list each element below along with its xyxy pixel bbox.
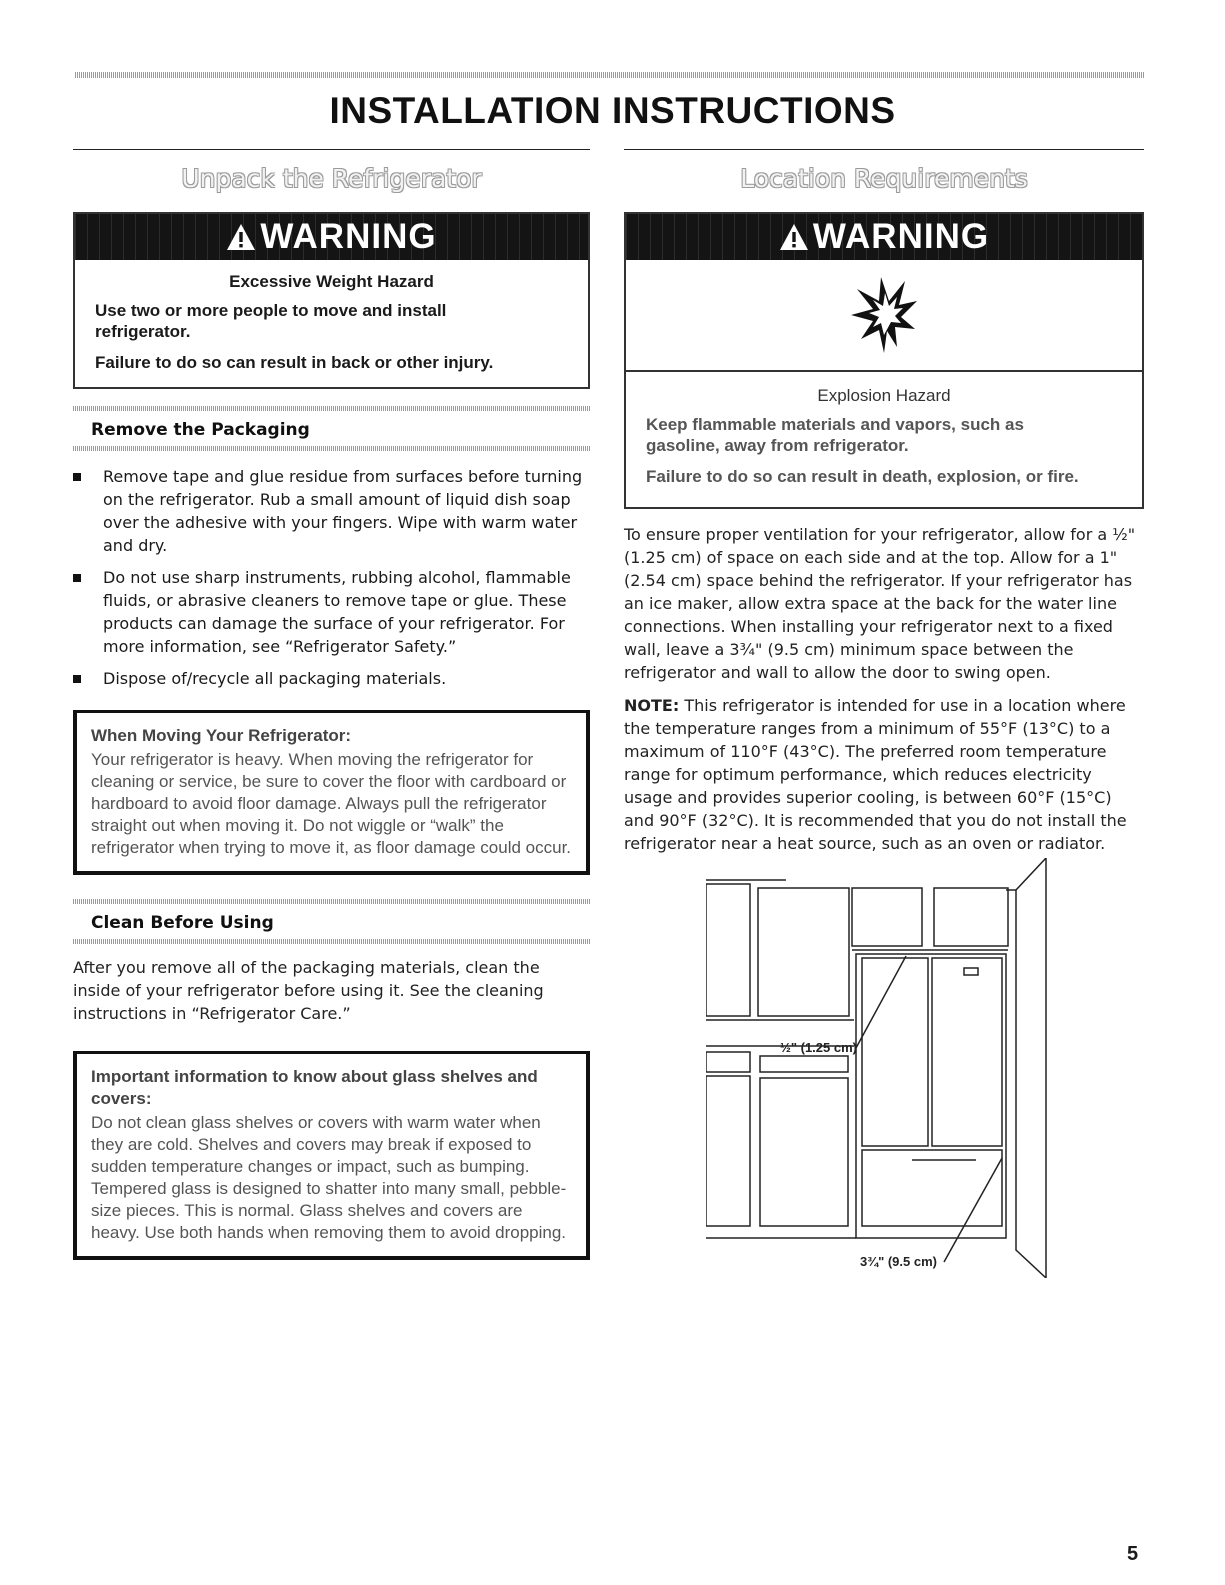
note-paragraph — [624, 694, 1144, 855]
top-dotted-rule — [75, 72, 1145, 78]
note-label: NOTE: — [624, 696, 680, 715]
clearance-label-top: ½" (1.25 cm) — [780, 1040, 857, 1055]
warning-banner — [626, 214, 1142, 260]
alert-triangle-icon — [779, 223, 809, 251]
clearance-diagram — [706, 858, 1051, 1278]
location-text — [624, 523, 1144, 855]
left-column — [73, 149, 590, 1260]
list-item: Remove tape and glue residue from surfaces before turning on the refrigerator. Rub a small amount of liquid dish soap over the adhesive with your fingers. Wipe with warm water and dry. — [73, 465, 590, 557]
hazard-name: Excessive Weight Hazard — [229, 272, 434, 291]
explosion-warning-box — [624, 212, 1144, 509]
glass-info-box — [73, 1051, 590, 1260]
right-column — [624, 149, 1144, 865]
page-title: INSTALLATION INSTRUCTIONS — [329, 90, 896, 131]
section-title-unpack: Unpack the Refrigerator — [181, 164, 482, 193]
hazard-name: Explosion Hazard — [817, 386, 951, 405]
right-column-rule — [624, 149, 1144, 150]
info-box-body: Your refrigerator is heavy. When moving the refrigerator for cleaning or service, be sure to cover the floor with cardboard or hardboard to avoid floor damage. Always pull the refrigerator straight out when moving it. Do not wiggle or “walk” the refrigerator when trying to move it, as floor damage could occur. — [91, 750, 572, 857]
warning-banner — [75, 214, 588, 260]
weight-warning-box — [73, 212, 590, 389]
note-body: This refrigerator is intended for use in a location where the temperature ranges from a minimum of 55°F (13°C) to a maximum of 110°F (43°C). The preferred room temperature range for optimum performance, which reduces electricity usage and provides superior cooling, is between 60°F (15°C) and 90°F (32°C). It is recommended that you do not install the refrigerator near a heat source, such as an oven or radiator. — [624, 696, 1127, 853]
bullet-square-icon — [73, 574, 81, 582]
warning-consequence: Failure to do so can result in death, explosion, or fire. — [646, 467, 1079, 486]
remove-packaging-header — [73, 406, 590, 451]
ventilation-paragraph: To ensure proper ventilation for your refrigerator, allow for a ½" (1.25 cm) of space on each side and at the top. Allow for a 1" (2.54 cm) space behind the refrigerator. If your refrigerator has an ice maker, allow extra space at the back for the water line connections. When installing your refrigerator next to a fixed wall, leave a 3¾" (9.5 cm) minimum space between the refrigerator and wall to allow the door to swing open. — [624, 525, 1136, 682]
info-box-title: When Moving Your Refrigerator: — [91, 726, 352, 745]
left-column-rule — [73, 149, 590, 150]
list-item: Do not use sharp instruments, rubbing alcohol, flammable fluids, or abrasive cleaners to remove tape or glue. These products can damage the surface of your refrigerator. For more information, see “Refrigerator Safety.” — [73, 566, 590, 658]
section-title-location: Location Requirements — [740, 164, 1028, 193]
warning-instruction: Use two or more people to move and install refrigerator. — [95, 301, 447, 341]
explosion-symbol — [626, 260, 1142, 372]
alert-triangle-icon — [226, 223, 256, 251]
subsection-title: Remove the Packaging — [91, 420, 310, 440]
subsection-title: Clean Before Using — [91, 913, 274, 933]
bullet-square-icon — [73, 473, 81, 481]
warning-instruction: Keep flammable materials and vapors, such as gasoline, away from refrigerator. — [646, 415, 1024, 455]
list-item: Dispose of/recycle all packaging materials. — [73, 667, 590, 690]
clean-before-header — [73, 899, 590, 944]
bullet-square-icon — [73, 675, 81, 683]
clean-before-paragraph: After you remove all of the packaging materials, clean the inside of your refrigerator before using it. See the cleaning instructions in “Refrigerator Care.” — [73, 958, 544, 1023]
info-box-title: Important information to know about glass shelves and covers: — [91, 1067, 538, 1108]
warning-consequence: Failure to do so can result in back or other injury. — [95, 353, 494, 372]
clearance-label-bottom: 3¾" (9.5 cm) — [860, 1254, 937, 1269]
warning-label: WARNING — [260, 217, 437, 256]
page-number: 5 — [1127, 1543, 1139, 1565]
explosion-icon — [849, 275, 919, 355]
info-box-body: Do not clean glass shelves or covers with warm water when they are cold. Shelves and covers may break if exposed to sudden temperature changes or impact, such as bumping. Tempered glass is designed to shatter into many small, pebble-size pieces. This is normal. Glass shelves and covers are heavy. Use both hands when removing them to avoid dropping. — [91, 1113, 567, 1242]
moving-info-box — [73, 710, 590, 875]
warning-label: WARNING — [812, 217, 990, 256]
packaging-bullet-list — [73, 465, 590, 690]
